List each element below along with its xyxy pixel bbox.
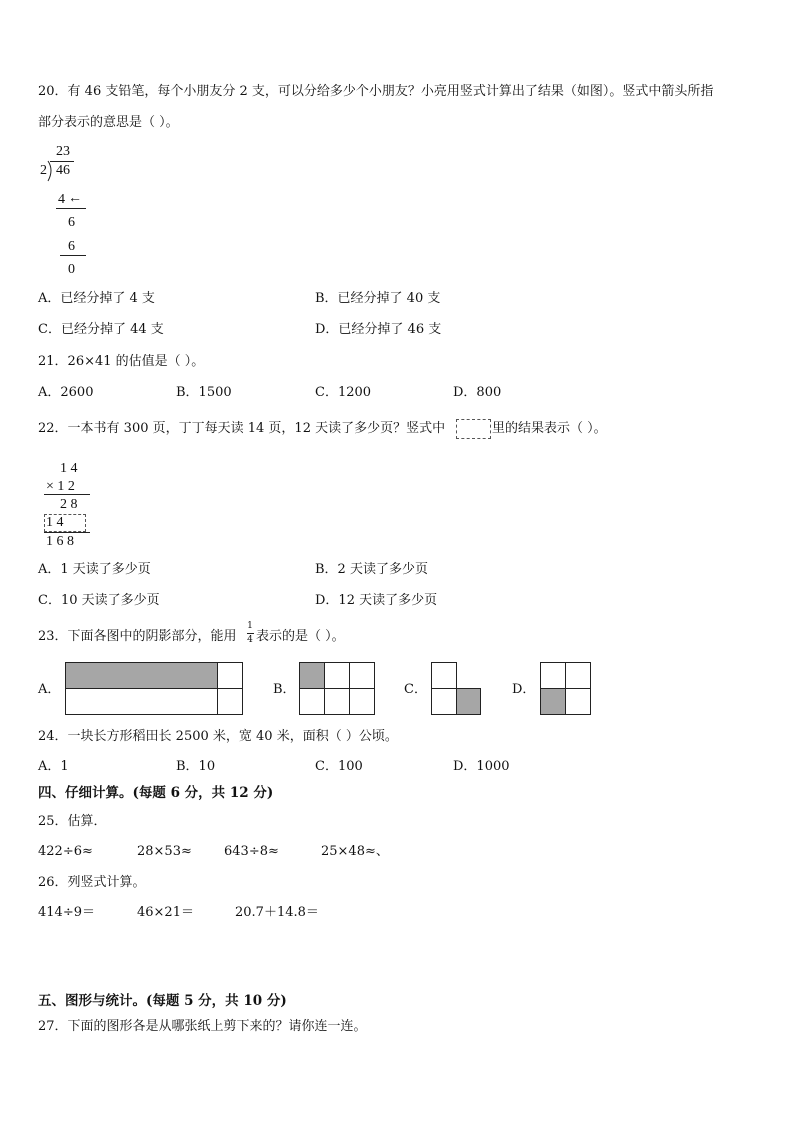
q20-option-d[interactable]: D．已经分掉了 46 支 [315, 322, 442, 337]
division-quotient: 23 [56, 144, 70, 159]
division-line-2 [60, 255, 86, 256]
mult-row1: 1 4 [60, 461, 78, 476]
q21-option-d[interactable]: D．800 [453, 385, 502, 400]
q24-option-a[interactable]: A．1 [38, 759, 69, 774]
mult-row5: 1 6 8 [46, 534, 74, 549]
q20-stem-line2: 部分表示的意思是（ ）。 [38, 115, 179, 130]
q26-item-2[interactable]: 46×21＝ [137, 905, 194, 920]
division-line-1 [56, 208, 86, 209]
q24-option-b[interactable]: B．10 [176, 759, 216, 774]
q23-fraction-bar [247, 633, 254, 634]
q22-option-c[interactable]: C．10 天读了多少页 [38, 593, 160, 608]
q23-label-d[interactable]: D． [512, 682, 536, 697]
q25-item-3[interactable]: 643÷8≈ [224, 844, 279, 859]
q24-stem: 24．一块长方形稻田长 2500 米，宽 40 米，面积（ ）公顷。 [38, 729, 398, 744]
q21-option-c[interactable]: C．1200 [315, 385, 372, 400]
figure-b-cell [324, 662, 350, 689]
q26-item-1[interactable]: 414÷9＝ [38, 905, 95, 920]
q20-stem-line1: 20．有 46 支铅笔，每个小朋友分 2 支，可以分给多少个小朋友？小亮用竖式计算出了结果（如图）。竖式中箭头所指 [38, 84, 714, 99]
q21-stem: 21．26×41 的估值是（ ）。 [38, 354, 205, 369]
q20-option-a[interactable]: A．已经分掉了 4 支 [38, 291, 155, 306]
division-dividend: 46 [56, 163, 70, 178]
q23-label-c[interactable]: C． [404, 682, 427, 697]
q25-item-2[interactable]: 28×53≈ [137, 844, 192, 859]
q23-stem-part1: 23．下面各图中的阴影部分，能用 [38, 629, 237, 644]
figure-d-cell [540, 662, 566, 689]
q23-label-b[interactable]: B． [273, 682, 296, 697]
q27-stem: 27．下面的图形各是从哪张纸上剪下来的？请你连一连。 [38, 1019, 367, 1034]
division-final: 0 [68, 262, 75, 277]
arrow-left-icon: ← [68, 191, 82, 206]
figure-d-shaded [540, 688, 566, 715]
mult-row3: 2 8 [60, 497, 78, 512]
q25-stem: 25．估算． [38, 814, 107, 829]
q21-option-b[interactable]: B．1500 [176, 385, 232, 400]
figure-b-cell [349, 662, 375, 689]
q21-option-a[interactable]: A．2600 [38, 385, 94, 400]
figure-d-cell [565, 688, 591, 715]
figure-d-cell [565, 662, 591, 689]
q20-option-b[interactable]: B．已经分掉了 40 支 [315, 291, 441, 306]
section-5-title: 五、图形与统计。(每题 5 分，共 10 分) [38, 993, 287, 1009]
figure-a-cell [217, 662, 243, 689]
figure-b-cell [349, 688, 375, 715]
q25-item-4[interactable]: 25×48≈、 [321, 844, 389, 859]
figure-c-cell [431, 688, 457, 715]
figure-a-cell [65, 688, 218, 715]
division-step1: 4 [58, 192, 65, 207]
figure-a-shaded [65, 662, 218, 689]
q26-stem: 26．列竖式计算。 [38, 875, 146, 890]
figure-b-shaded [299, 662, 325, 689]
q26-item-3[interactable]: 20.7＋14.8＝ [235, 905, 319, 920]
mult-line-1 [44, 494, 90, 495]
q24-option-c[interactable]: C．100 [315, 759, 363, 774]
division-bracket [47, 160, 55, 182]
division-remainder1: 6 [68, 215, 75, 230]
q22-stem-part1: 22．一本书有 300 页，丁丁每天读 14 页，12 天读了多少页？竖式中 [38, 421, 446, 436]
q20-option-c[interactable]: C．已经分掉了 44 支 [38, 322, 164, 337]
figure-c-cell [431, 662, 457, 689]
division-divisor: 2 [40, 163, 47, 178]
section-4-title: 四、仔细计算。(每题 6 分，共 12 分) [38, 785, 274, 801]
q25-item-1[interactable]: 422÷6≈ [38, 844, 93, 859]
q22-dashed-box [456, 419, 491, 439]
division-step2: 6 [68, 239, 75, 254]
q22-stem-part2: 里的结果表示（ ）。 [492, 421, 607, 436]
mult-line-2 [44, 532, 90, 533]
q22-option-d[interactable]: D．12 天读了多少页 [315, 593, 438, 608]
figure-b-cell [299, 688, 325, 715]
q23-fraction-denominator: 4 [247, 635, 253, 645]
q22-option-b[interactable]: B．2 天读了多少页 [315, 562, 428, 577]
q23-label-a[interactable]: A． [38, 682, 61, 697]
q23-fraction-numerator: 1 [247, 621, 253, 631]
figure-c-shaded [456, 688, 481, 715]
q24-option-d[interactable]: D．1000 [453, 759, 510, 774]
mult-row4: 1 4 [46, 515, 64, 530]
figure-b-cell [324, 688, 350, 715]
q23-stem-part2: 表示的是（ ）。 [256, 629, 345, 644]
q22-option-a[interactable]: A．1 天读了多少页 [38, 562, 151, 577]
mult-row2: × 1 2 [46, 479, 75, 494]
figure-a-cell [217, 688, 243, 715]
